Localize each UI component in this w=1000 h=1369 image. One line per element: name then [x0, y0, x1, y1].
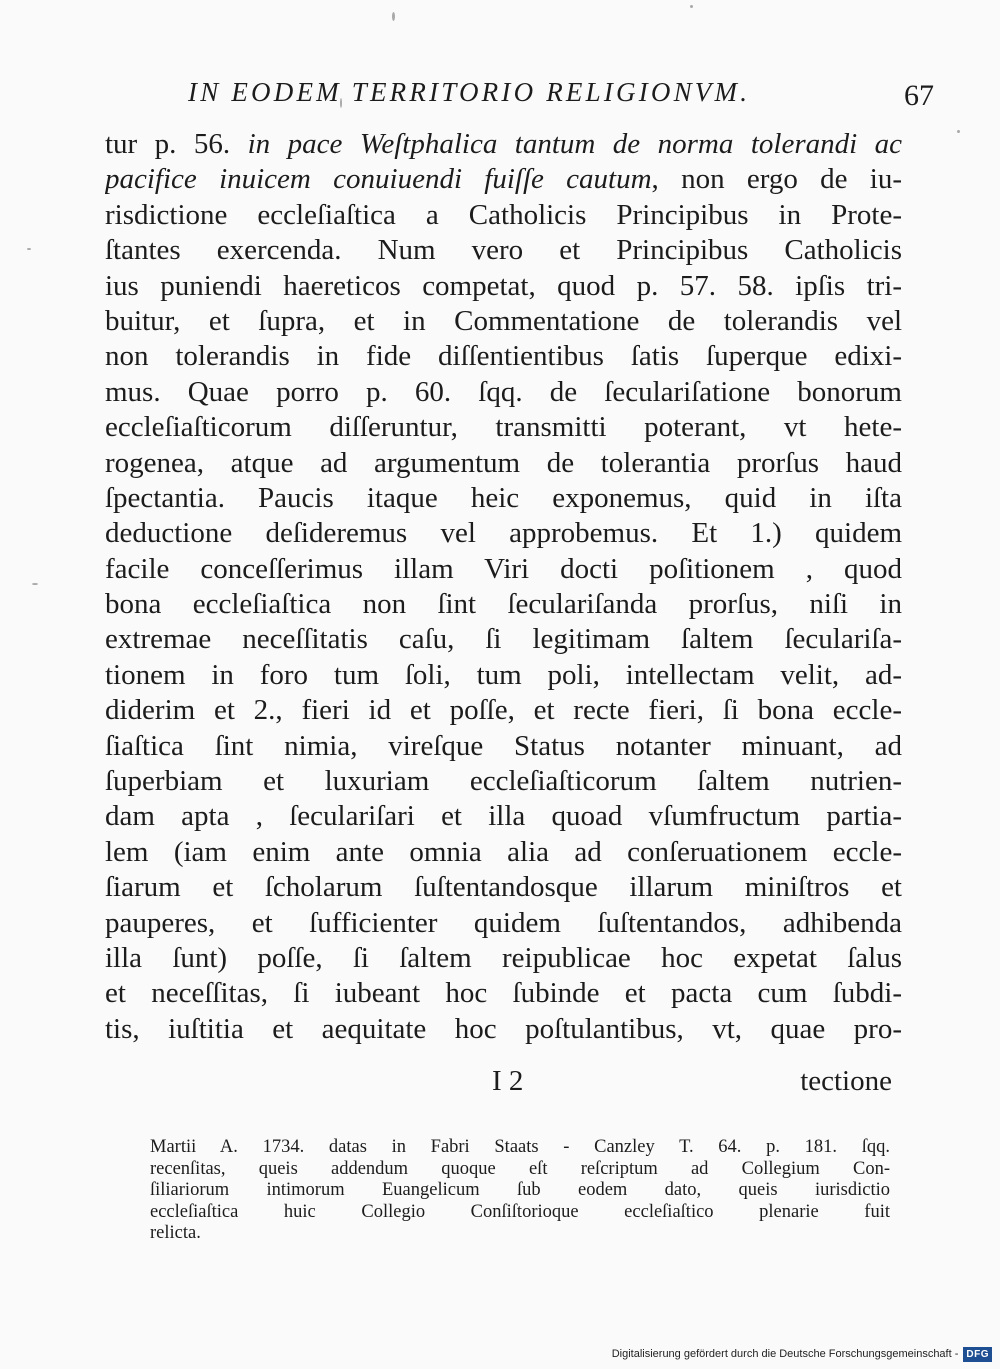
text-run: ſuperbiam et luxuriam eccleſiaſticorum ſaltem nutrien- — [105, 765, 902, 798]
text-line — [105, 516, 902, 551]
body-text — [105, 127, 902, 1047]
text-line — [105, 162, 902, 197]
text-line — [105, 906, 902, 941]
scan-speck — [27, 248, 31, 250]
text-run: ius puniendi haereticos competat, quod p. 57. 58. ipſis tri- — [105, 269, 902, 302]
text-line — [105, 941, 902, 976]
digitization-credit — [612, 1344, 992, 1364]
text-line — [105, 835, 902, 870]
text-line — [105, 375, 902, 410]
text-line — [105, 446, 902, 481]
text-line — [105, 658, 902, 693]
scan-speck — [392, 12, 395, 21]
signature-row — [105, 1063, 902, 1099]
text-run: extremae neceſſitatis caſu, ſi legitimam ſaltem ſeculariſa- — [105, 623, 902, 656]
text-run: deductione deſideremus vel approbemus. Et 1.) quidem — [105, 517, 902, 550]
text-run: non tolerandis in fide diſſentientibus ſatis ſuperque edixi- — [105, 340, 902, 373]
footnote-line: recenſitas, queis addendum quoque eſt reſcriptum ad Collegium Con- — [150, 1158, 890, 1179]
text-run: tur p. 56. — [105, 128, 248, 160]
text-line — [105, 693, 902, 728]
dfg-logo: DFG — [963, 1347, 992, 1362]
text-line — [105, 481, 902, 516]
footnote — [150, 1137, 890, 1245]
scan-speck — [957, 130, 960, 133]
text-line — [105, 127, 902, 162]
page-number: 67 — [904, 79, 934, 112]
text-line — [105, 339, 902, 374]
italic-run: pacifice inuicem conuiuendi fuiſſe cautum — [105, 163, 652, 196]
text-run: buitur, et ſupra, et in Commentatione de tolerandis vel — [105, 304, 902, 337]
text-run: tionem in foro tum ſoli, tum poli, intellectam velit, ad- — [105, 658, 902, 691]
text-run: ſtantes exercenda. Num vero et Principibus Catholicis — [105, 234, 902, 267]
text-line — [105, 870, 902, 905]
text-line — [105, 304, 902, 339]
text-run: eccleſiaſticorum diſſeruntur, transmitti poterant, vt hete- — [105, 411, 902, 444]
text-line — [105, 976, 902, 1011]
text-run: et neceſſitas, ſi iubeant hoc ſubinde et pacta cum ſubdi- — [105, 977, 902, 1010]
text-line — [105, 587, 902, 622]
text-line — [105, 198, 902, 233]
catchword: tectione — [800, 1065, 892, 1097]
text-line — [105, 729, 902, 764]
scan-speck — [32, 583, 38, 585]
text-run: dam apta , ſeculariſari et illa quoad vſumfructum partia- — [105, 800, 902, 833]
text-run: tis, iuſtitia et aequitate hoc poſtulantibus, vt, quae pro- — [105, 1012, 902, 1045]
signature-mark: I 2 — [492, 1065, 524, 1097]
text-run: bona eccleſiaſtica non ſint ſeculariſanda prorſus, niſi in — [105, 588, 902, 621]
text-line — [105, 622, 902, 657]
footnote-line: Martii A. 1734. datas in Fabri Staats - Canzley T. 64. p. 181. ſqq. — [150, 1137, 890, 1157]
text-run: ſiarum et ſcholarum ſuſtentandosque illarum miniſtros et — [105, 871, 902, 904]
text-line — [105, 233, 902, 268]
footnote-line: eccleſiaſtica huic Collegio Conſiſtorioque eccleſiaſtico plenarie fuit — [150, 1201, 890, 1222]
text-run: diderim et 2., fieri id et poſſe, et recte fieri, ſi bona eccle- — [105, 694, 902, 727]
text-run: , non ergo de iu- — [651, 163, 902, 196]
italic-run: in pace Weſtphalica tantum de norma tolerandi ac — [247, 128, 902, 160]
text-run: facile conceſſerimus illam Viri docti poſitionem , quod — [105, 552, 902, 585]
running-head: IN EODEM TERRITORIO RELIGIONVM. — [188, 77, 751, 107]
text-run: mus. Quae porro p. 60. ſqq. de ſeculariſatione bonorum — [105, 375, 902, 408]
text-line — [105, 269, 902, 304]
text-line — [105, 799, 902, 834]
text-line — [105, 552, 902, 587]
text-run: illa ſunt) poſſe, ſi ſaltem reipublicae hoc expetat ſalus — [105, 941, 902, 974]
text-run: rogenea, atque ad argumentum de tolerantia prorſus haud — [105, 446, 902, 479]
text-line — [105, 1012, 902, 1047]
text-run: pauperes, et ſufficienter quidem ſuſtentandos, adhibenda — [105, 906, 902, 939]
text-run: risdictione eccleſiaſtica a Catholicis Principibus in Prote- — [105, 198, 902, 231]
scan-speck — [690, 5, 693, 8]
footnote-line: ſiliariorum intimorum Euangelicum ſub eodem dato, queis iurisdictio — [150, 1180, 890, 1201]
text-run: ſiaſtica ſint nimia, vireſque Status notanter minuant, ad — [105, 729, 902, 762]
footnote-line: relicta. — [150, 1223, 201, 1244]
text-run: lem (iam enim ante omnia alia ad conſeruationem eccle- — [105, 835, 902, 868]
text-run: ſpectantia. Paucis itaque heic exponemus, quid in iſta — [105, 481, 902, 514]
text-line — [105, 764, 902, 799]
text-line — [105, 410, 902, 445]
credit-text: Digitalisierung gefördert durch die Deutsche Forschungsgemeinschaft - — [611, 1348, 959, 1360]
